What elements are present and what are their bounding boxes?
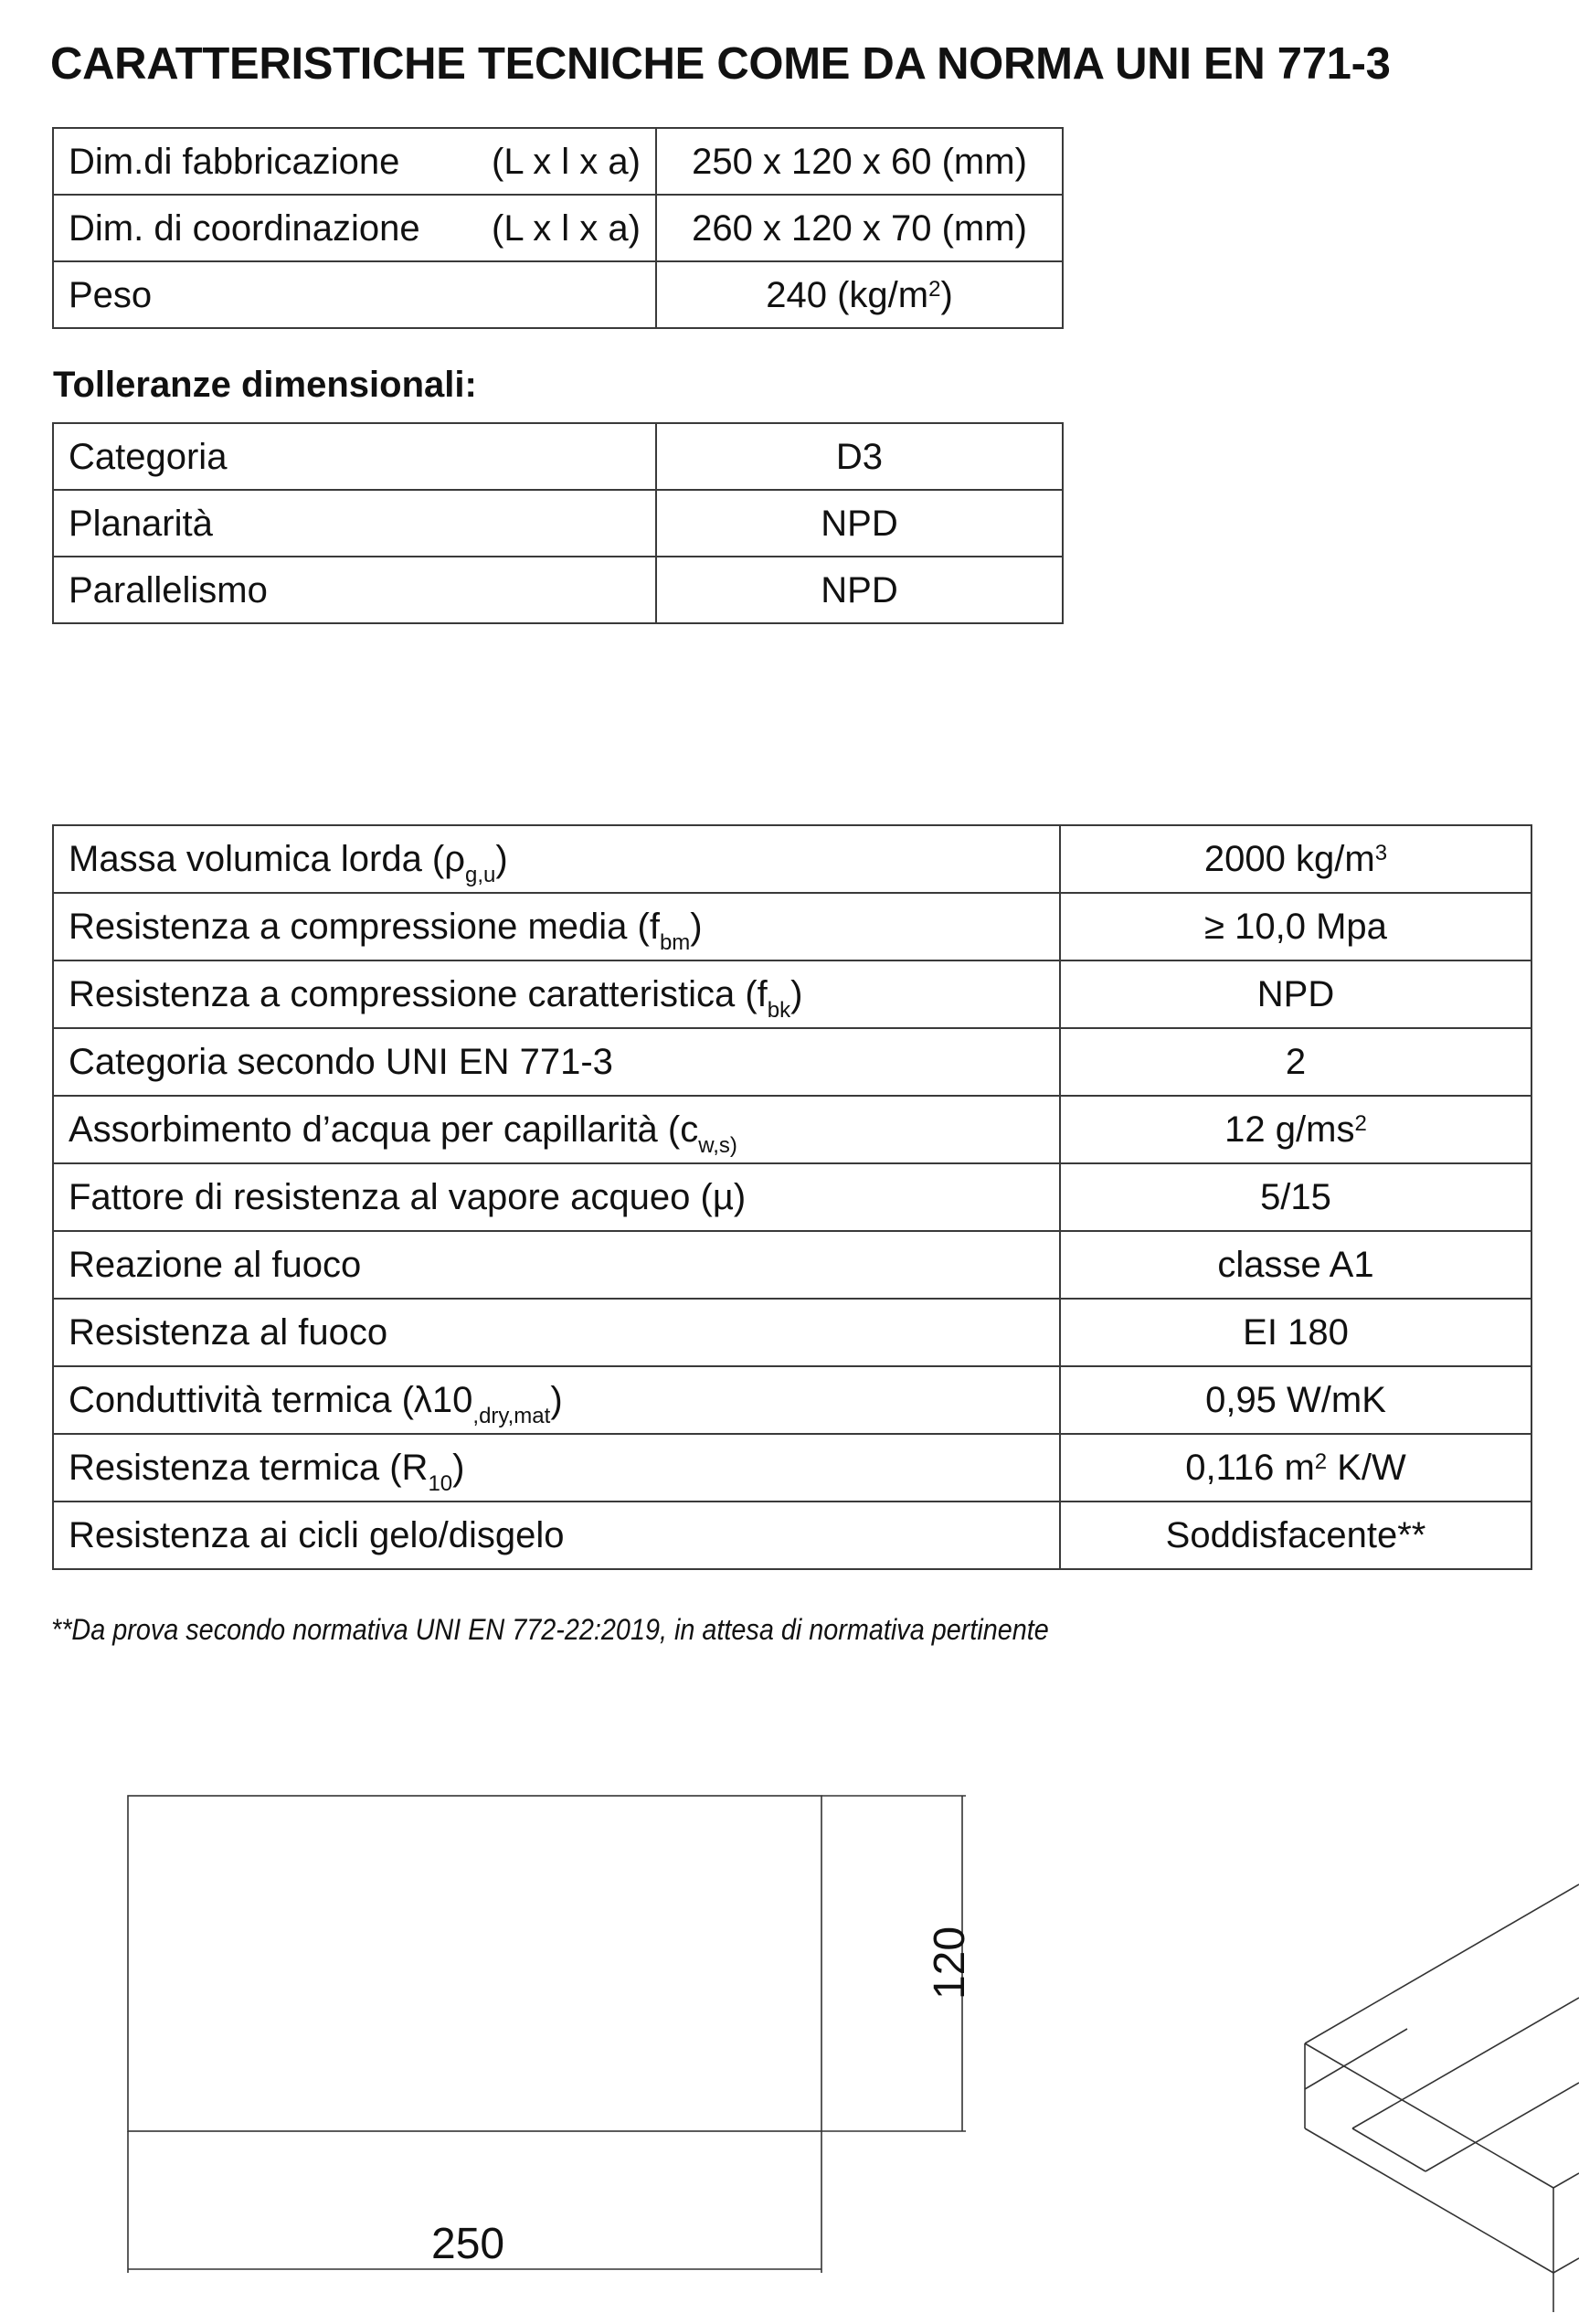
footnote: **Da prova secondo normativa UNI EN 772-22:2019, in attesa di normativa pertinente <box>51 1613 1049 1646</box>
weight-value-tail: ) <box>940 274 953 315</box>
property-value: classe A1 <box>1060 1231 1531 1299</box>
tolerance-label: Parallelismo <box>53 557 656 623</box>
property-label: Reazione al fuoco <box>53 1231 1060 1299</box>
property-value: 12 $g/ms^2$ <box>1060 1096 1531 1163</box>
iso-hidden-edge <box>1352 2128 1425 2171</box>
iso-edge-top-right <box>1553 2173 1579 2188</box>
block-top-view-outline <box>128 1796 821 2131</box>
property-label: Categoria secondo UNI EN 771-3 <box>53 1028 1060 1096</box>
tolerance-value: NPD <box>656 557 1063 623</box>
tolerance-label: Planarità <box>53 490 656 557</box>
property-value: 0,116 $m^2$ K/W <box>1060 1434 1531 1502</box>
iso-edge-top-front <box>1305 2043 1553 2188</box>
isometric-view-drawing <box>1305 1884 1579 2312</box>
dimension-value: 260 x 120 x 70 (mm) <box>656 195 1063 261</box>
length-dimension-label: 250 <box>431 2220 505 2268</box>
dimension-value: 250 x 120 x 60 (mm) <box>656 128 1063 195</box>
dimension-label: Peso <box>53 261 656 328</box>
property-value: Soddisfacente** <box>1060 1502 1531 1569</box>
property-label: Resistenza ai cicli gelo/disgelo <box>53 1502 1060 1569</box>
property-value: 5/15 <box>1060 1163 1531 1231</box>
property-value: 0,95 W/mK <box>1060 1366 1531 1434</box>
property-label: Resistenza termica $(R_{10})$ <box>53 1434 1060 1502</box>
property-value: EI 180 <box>1060 1299 1531 1366</box>
dimension-label: Dim. di coordinazione <box>69 207 420 249</box>
iso-edge-bottom-right <box>1553 2258 1579 2273</box>
property-label: Fattore di resistenza al vapore acqueo (µ) <box>53 1163 1060 1231</box>
property-value: NPD <box>1060 960 1531 1028</box>
property-label: Assorbimento d’acqua per capillarità ($c_{w,s)}$ <box>53 1096 1060 1163</box>
tolerance-label: Categoria <box>53 423 656 490</box>
top-view-drawing <box>128 1796 966 2273</box>
tolerances-heading: Tolleranze dimensionali: <box>53 365 477 405</box>
iso-hidden-edge <box>1352 1998 1579 2128</box>
dimension-formula: (L x l x a) <box>492 141 641 182</box>
property-label: Conduttività termica $(\lambda 10_{,dry,mat})$ <box>53 1366 1060 1434</box>
iso-hidden-edge <box>1305 2029 1407 2089</box>
property-label: Resistenza a compressione caratteristica $(f_{bk})$ <box>53 960 1060 1028</box>
weight-value-sup: 2 <box>928 276 941 302</box>
property-value: 2000 $kg/m^3$ <box>1060 825 1531 893</box>
iso-edge-top-back <box>1305 1884 1579 2043</box>
dimension-label: Dim.di fabbricazione <box>69 141 400 182</box>
iso-edge-bottom-front <box>1305 2128 1553 2273</box>
page-title: CARATTERISTICHE TECNICHE COME DA NORMA UNI EN 771-3 <box>50 39 1391 89</box>
property-value: ≥ 10,0 Mpa <box>1060 893 1531 960</box>
property-label: Resistenza al fuoco <box>53 1299 1060 1366</box>
tolerance-value: D3 <box>656 423 1063 490</box>
width-dimension-label: 120 <box>926 1926 975 2000</box>
property-label: Massa volumica lorda $(\rho_{g,u})$ <box>53 825 1060 893</box>
property-label: Resistenza a compressione media $(f_{bm})$ <box>53 893 1060 960</box>
property-value: 2 <box>1060 1028 1531 1096</box>
dimension-formula: (L x l x a) <box>492 207 641 249</box>
weight-value-main: 240 (kg/m <box>766 274 929 315</box>
tolerance-value: NPD <box>656 490 1063 557</box>
